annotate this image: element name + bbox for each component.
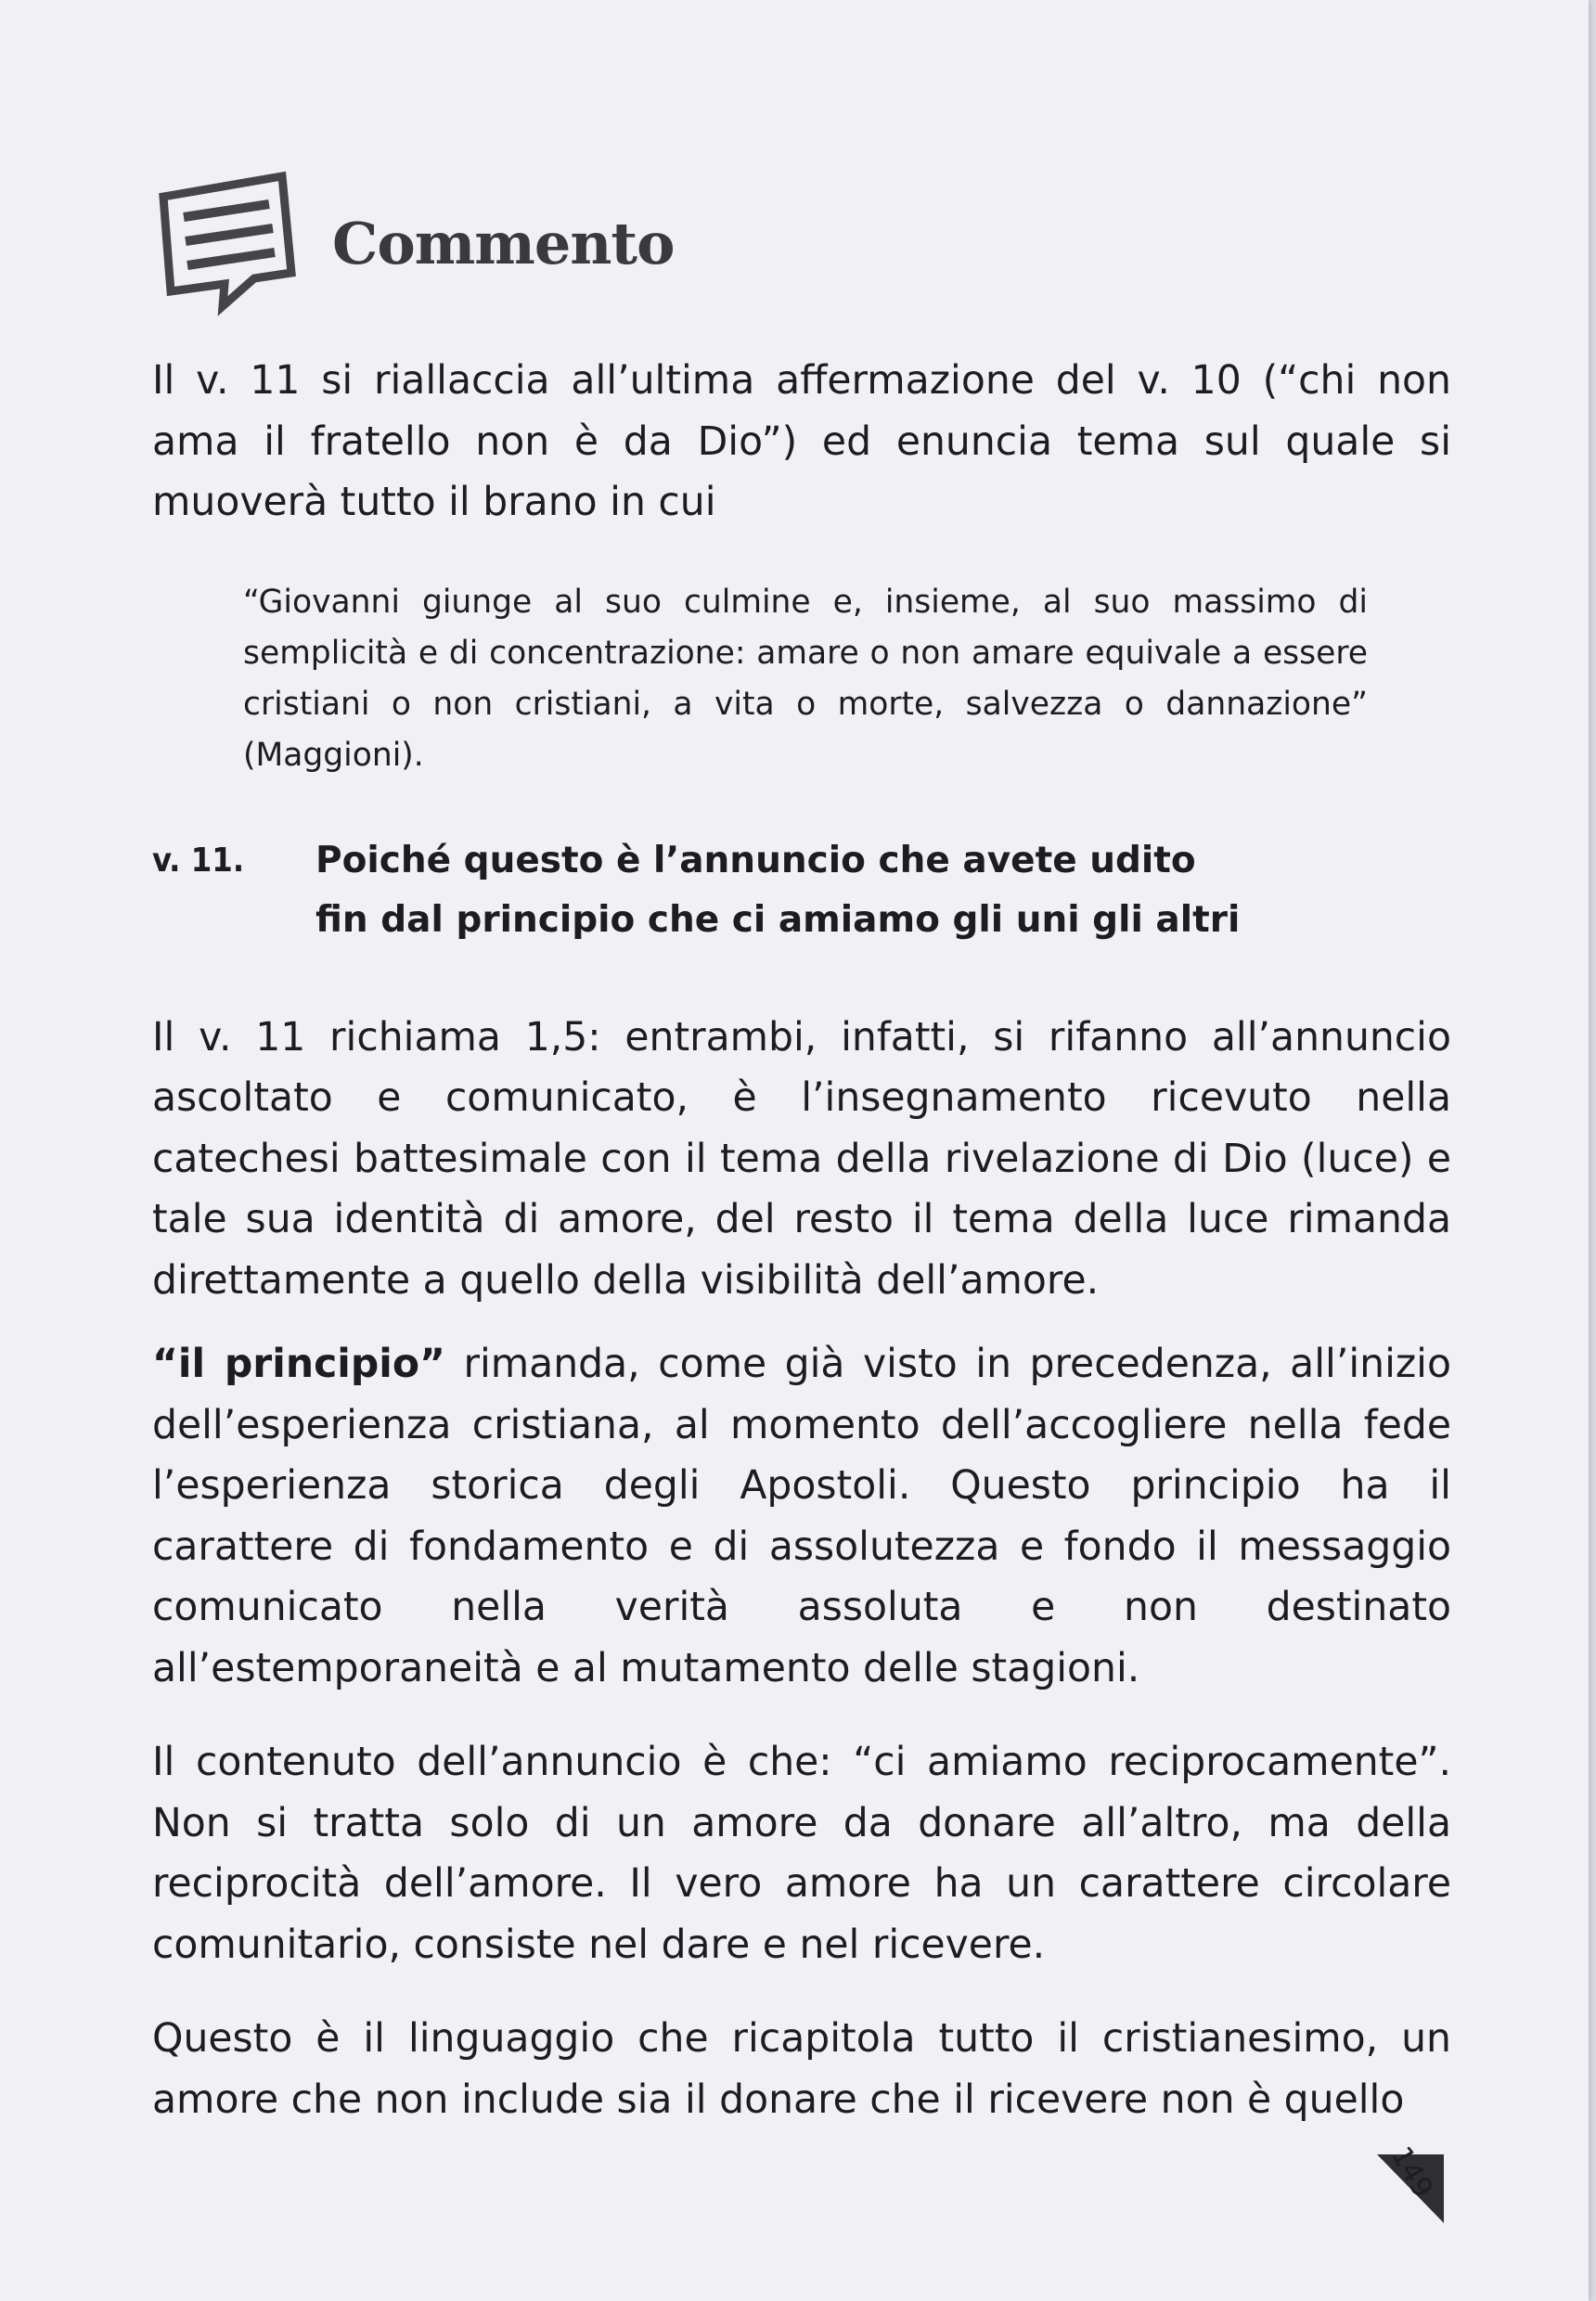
section-header [150,169,674,317]
verse-line-1: Poiché questo è l’annuncio che avete udito [315,839,1196,881]
term-principio: “il principio” [152,1342,445,1387]
intro-paragraph: Il v. 11 si riallaccia all’ultima affermazione del v. 10 (“chi non ama il fratello non è da Dio”) ed enuncia tema sul quale si muoverà tutto il brano in cui [152,358,1451,525]
verse-line-2: fin dal principio che ci amiamo gli uni gli altri [315,898,1241,941]
block-quote: “Giovanni giunge al suo culmine e, insieme, al suo massimo di semplicità e di concentrazione: amare o non amare equivale a essere cristiani o non cristiani, a vita o morte, salvezza o dannazione” (Maggioni). [243,583,1368,774]
section-title: Commento [332,209,675,277]
paragraph-5: Questo è il linguaggio che ricapitola tutto il cristianesimo, un amore che non include sia il donare che il ricevere non è quello [152,2016,1451,2123]
paragraph-2: Il v. 11 richiama 1,5: entrambi, infatti, si rifanno all’annuncio ascoltato e comunicato, è l’insegnamento ricevuto nella catechesi battesimale con il tema della rivelazione di Dio (luce) e tale sua identità di amore, del resto il tema della luce rimanda direttamente a quello della visibilità dell’amore. [152,1014,1451,1304]
paragraph-3-text: rimanda, come già visto in precedenza, all’inizio dell’esperienza cristiana, al momento dell’accogliere nella fede l’esperienza storica degli Apostoli. Questo principio ha il carattere di fondamento e di assolutezza e fondo il messaggio comunicato nella verità assoluta e non destinato all’estemporaneità e al mutamento delle stagioni. [152,1342,1451,1691]
main-text [152,351,1451,2130]
paragraph-3 [152,1334,1451,1699]
speech-bubble-lines-icon [150,169,327,317]
verse-text [315,831,1240,950]
paragraph-4: Il contenuto dell’annuncio è che: “ci amiamo reciprocamente”. Non si tratta solo di un amore da donare all’altro, ma della reciprocità dell’amore. Il vero amore ha un carattere circolare comunitario, consiste nel dare e nel ricevere. [152,1740,1451,1968]
verse-label: v. 11. [152,841,245,880]
verse-heading [152,831,1451,950]
page-number: 149 [1384,2140,1439,2204]
